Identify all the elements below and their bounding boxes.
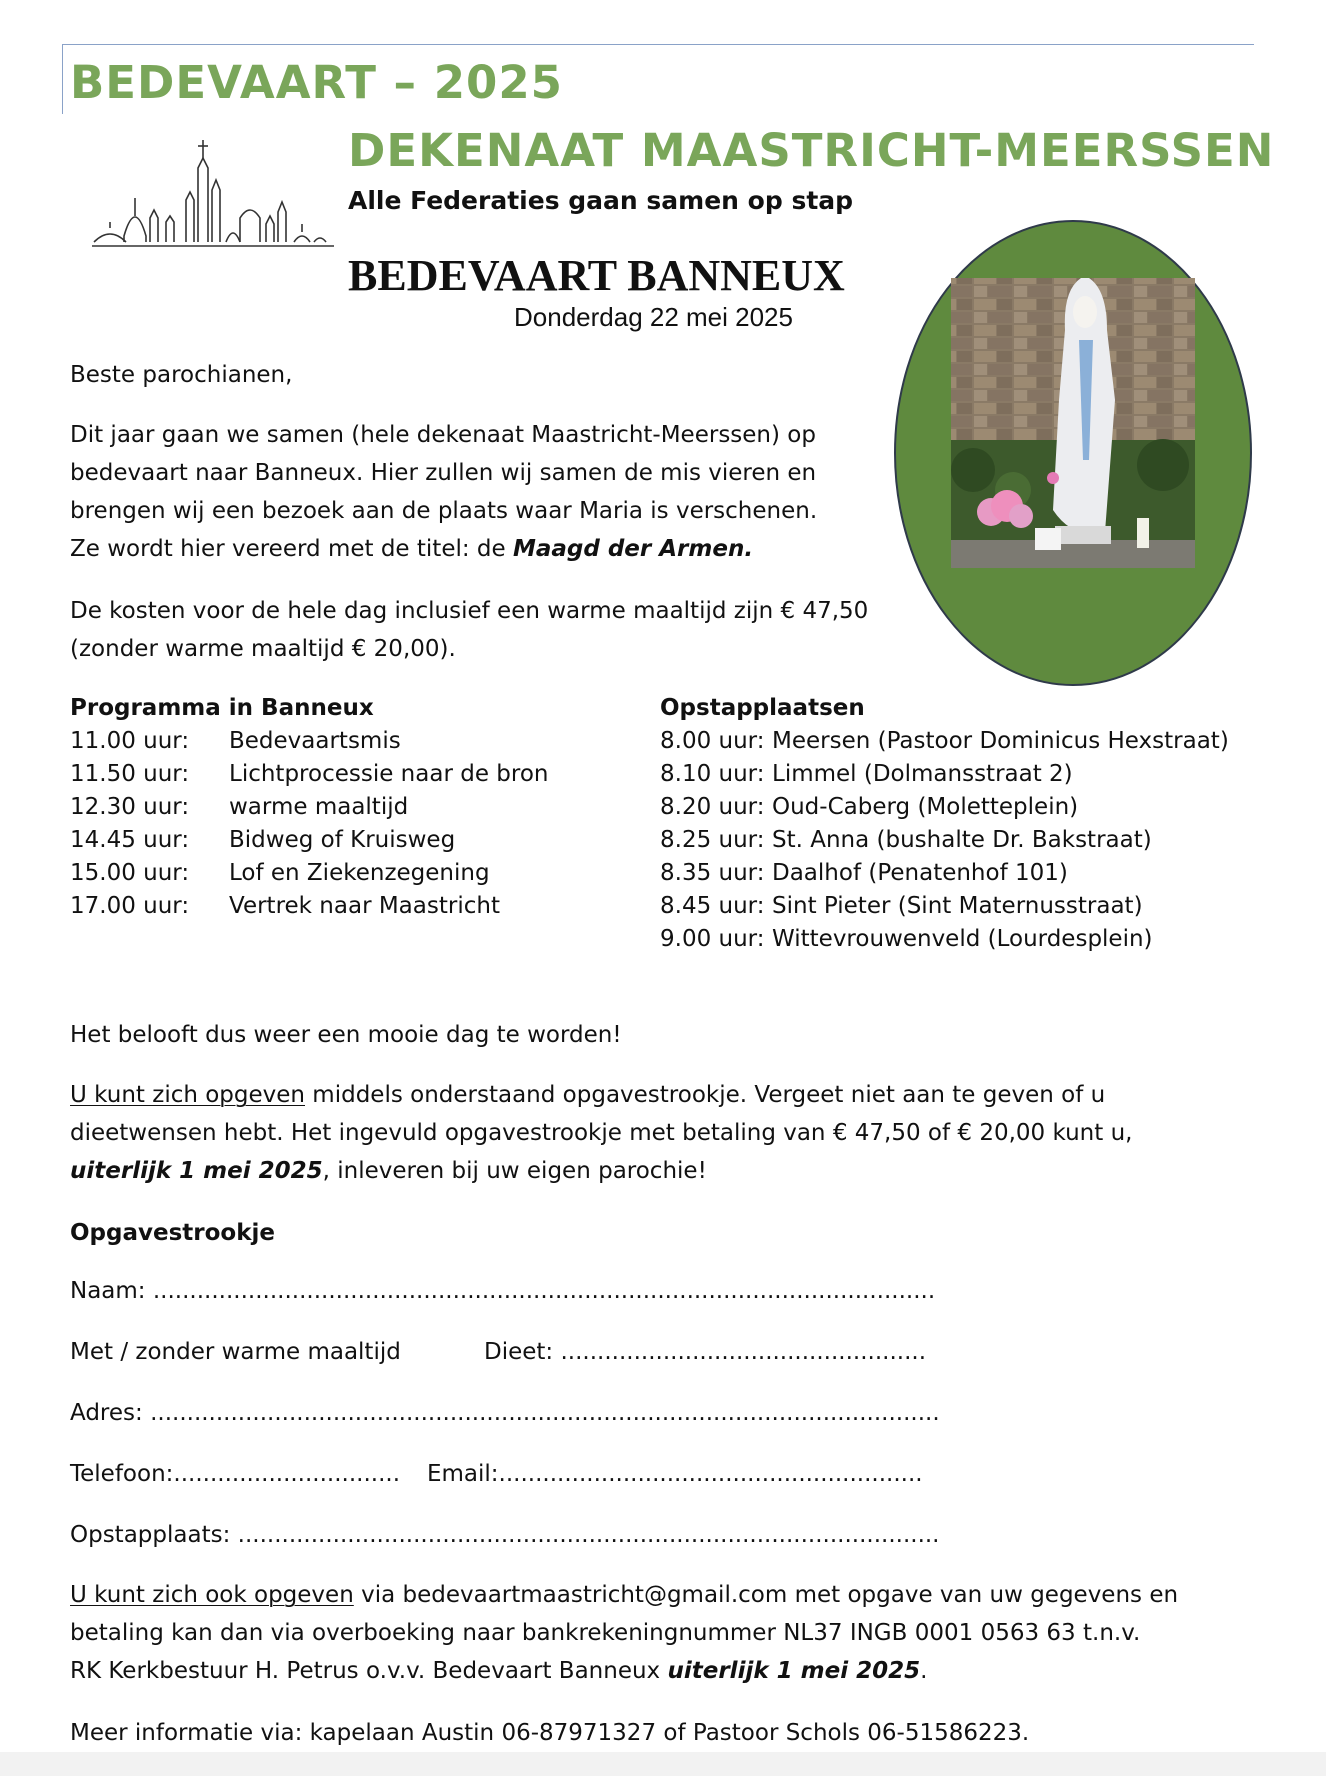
program-row xyxy=(70,824,548,857)
pickup-item: Sint Pieter (Sint Maternusstraat) xyxy=(772,893,1143,919)
intro-line-3: brengen wij een bezoek aan de plaats waar Maria is verschenen. xyxy=(70,498,818,524)
pickup-time: 8.20 uur: xyxy=(660,794,765,820)
virgin-statue-photo xyxy=(893,220,1253,687)
intro-line-1: Dit jaar gaan we samen (hele dekenaat Maastricht-Meerssen) op xyxy=(70,422,816,448)
cost-line-2: (zonder warme maaltijd € 20,00). xyxy=(70,636,456,662)
program-time: 14.45 uur: xyxy=(70,827,190,853)
program-row xyxy=(70,857,548,890)
pickup-time: 8.10 uur: xyxy=(660,761,765,787)
online-line-1 xyxy=(70,1576,1178,1614)
pickup-place-field[interactable]: Opstapplaats: ................................................................................................ xyxy=(70,1522,940,1548)
pickup-time: 9.00 uur: xyxy=(660,926,765,952)
pickup-time: 8.00 uur: xyxy=(660,728,765,754)
program-row xyxy=(70,791,548,824)
program-time: 17.00 uur: xyxy=(70,893,190,919)
program-item: Lof en Ziekenzegening xyxy=(229,860,490,886)
registration-line-3-text: , inleveren bij uw eigen parochie! xyxy=(322,1158,707,1184)
pickup-item: St. Anna (bushalte Dr. Bakstraat) xyxy=(772,827,1152,853)
maagd-der-armen: Maagd der Armen. xyxy=(512,536,754,562)
pickup-row xyxy=(660,791,1229,824)
diet-field[interactable]: Dieet: .................................................. xyxy=(484,1339,927,1365)
pickup-item: Oud-Caberg (Moletteplein) xyxy=(772,794,1079,820)
pickup-row xyxy=(660,857,1229,890)
intro-line-2: bedevaart naar Banneux. Hier zullen wij samen de mis vieren en xyxy=(70,460,817,486)
program-list xyxy=(70,725,548,923)
program-row xyxy=(70,725,548,758)
pickup-row xyxy=(660,923,1229,956)
registration-line-1-text: middels onderstaand opgavestrookje. Vergeet niet aan te geven of u xyxy=(305,1082,1106,1108)
program-item: Bedevaartsmis xyxy=(229,728,401,754)
registration-line-1 xyxy=(70,1076,1105,1114)
greeting: Beste parochianen, xyxy=(70,362,293,388)
deanery-title: DEKENAAT MAASTRICHT-MEERSSEN xyxy=(348,124,1275,177)
pickup-row xyxy=(660,890,1229,923)
cost-line-1: De kosten voor de hele dag inclusief een warme maaltijd zijn € 47,50 xyxy=(70,598,869,624)
program-time: 11.50 uur: xyxy=(70,761,190,787)
event-title: BEDEVAART BANNEUX xyxy=(348,251,845,300)
pickup-row xyxy=(660,824,1229,857)
pickup-time: 8.35 uur: xyxy=(660,860,765,886)
program-item: Vertrek naar Maastricht xyxy=(229,893,500,919)
program-item: Bidweg of Kruisweg xyxy=(229,827,456,853)
online-line-3-end: . xyxy=(920,1658,928,1684)
program-time: 11.00 uur: xyxy=(70,728,190,754)
program-time: 15.00 uur: xyxy=(70,860,190,886)
church-skyline-icon xyxy=(90,132,336,250)
program-item: warme maaltijd xyxy=(229,794,409,820)
registration-line-2: dieetwensen hebt. Het ingevuld opgavestrookje met betaling van € 47,50 of € 20,00 kunt u, xyxy=(70,1120,1133,1146)
online-deadline: uiterlijk 1 mei 2025 xyxy=(667,1658,921,1684)
pickup-time: 8.45 uur: xyxy=(660,893,765,919)
pickup-section xyxy=(660,692,1229,956)
pickup-row xyxy=(660,725,1229,758)
event-date: Donderdag 22 mei 2025 xyxy=(514,302,793,332)
tagline: Alle Federaties gaan samen op stap xyxy=(348,186,854,215)
pickup-item: Wittevrouwenveld (Lourdesplein) xyxy=(772,926,1153,952)
address-field[interactable]: Adres: ............................................................................................................ xyxy=(70,1400,940,1426)
deadline-emphasis: uiterlijk 1 mei 2025 xyxy=(70,1158,323,1184)
online-line-1-text: via bedevaartmaastricht@gmail.com met opgave van uw gegevens en xyxy=(353,1582,1179,1608)
pickup-title: Opstapplaatsen xyxy=(660,695,865,721)
program-row xyxy=(70,890,548,923)
meal-option-field[interactable]: Met / zonder warme maaltijd xyxy=(70,1339,401,1365)
intro-line-4 xyxy=(70,530,753,568)
program-item: Lichtprocessie naar de bron xyxy=(229,761,549,787)
registration-line-3 xyxy=(70,1152,707,1190)
online-line-3 xyxy=(70,1652,927,1690)
promise-text: Het belooft dus weer een mooie dag te worden! xyxy=(70,1022,622,1048)
header-rule-side xyxy=(62,44,63,114)
pickup-item: Daalhof (Penatenhof 101) xyxy=(772,860,1068,886)
contact-info: Meer informatie via: kapelaan Austin 06-87971327 of Pastoor Schols 06-51586223. xyxy=(70,1720,1030,1746)
pickup-item: Limmel (Dolmansstraat 2) xyxy=(772,761,1073,787)
page-title: BEDEVAART – 2025 xyxy=(70,56,563,109)
program-time: 12.30 uur: xyxy=(70,794,190,820)
register-link[interactable]: U kunt zich opgeven xyxy=(70,1082,305,1108)
program-row xyxy=(70,758,548,791)
program-section xyxy=(70,692,548,923)
pickup-row xyxy=(660,758,1229,791)
program-title: Programma in Banneux xyxy=(70,695,374,721)
header-rule xyxy=(62,44,1254,45)
form-title: Opgavestrookje xyxy=(70,1220,276,1246)
intro-line-4-text: Ze wordt hier vereerd met de titel: de xyxy=(70,536,513,562)
online-line-3-text: RK Kerkbestuur H. Petrus o.v.v. Bedevaart Banneux xyxy=(70,1658,668,1684)
register-online-link[interactable]: U kunt zich ook opgeven xyxy=(70,1582,354,1608)
phone-field[interactable]: Telefoon:............................... xyxy=(70,1461,401,1487)
name-field[interactable]: Naam: ........................................................................................................... xyxy=(70,1278,936,1304)
pickup-item: Meersen (Pastoor Dominicus Hexstraat) xyxy=(772,728,1229,754)
email-field[interactable]: Email:.......................................................... xyxy=(427,1461,923,1487)
pickup-list xyxy=(660,725,1229,956)
online-line-2: betaling kan dan via overboeking naar bankrekeningnummer NL37 INGB 0001 0563 63 t.n.v. xyxy=(70,1620,1141,1646)
pickup-time: 8.25 uur: xyxy=(660,827,765,853)
